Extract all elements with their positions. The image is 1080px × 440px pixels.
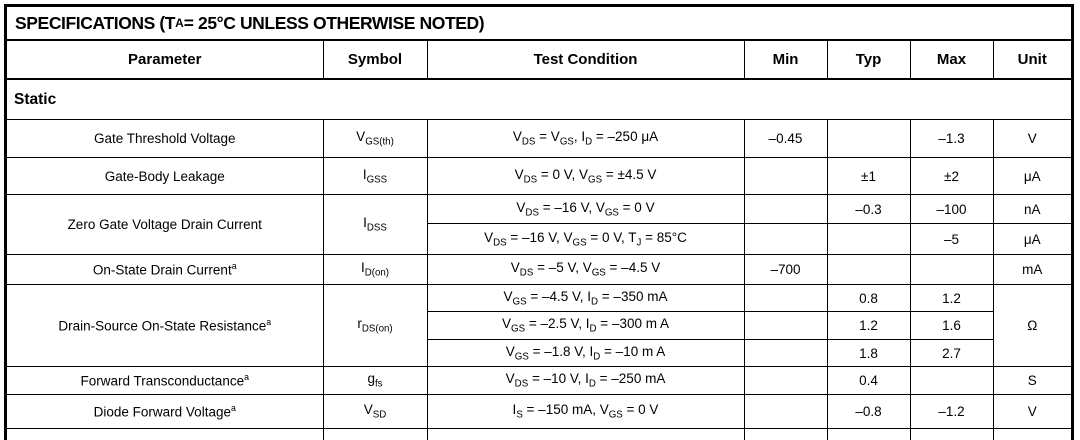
unit-cell [993,429,1071,440]
symbol-cell: $I_{DSS}$ [323,195,427,255]
column-header-row [7,41,1071,79]
typ-cell: –0.3 [827,195,910,224]
max-cell [910,429,993,440]
spec-row-forward-transconductance [7,367,1071,395]
typ-cell [827,255,910,285]
unit-cell: V [993,120,1071,158]
spec-data-table [7,41,1071,440]
unit-cell: Ω [993,285,1071,367]
unit-cell: S [993,367,1071,395]
parameter-cell: Diode Forward Voltage$^a$ [7,395,323,429]
symbol-cell: $r_{DS(on)}$ [323,285,427,367]
unit-cell: V [993,395,1071,429]
col-header-unit: Unit [993,41,1071,79]
typ-cell [827,224,910,255]
test-condition-cell: $I_S = -150$ mA, $V_{GS} = 0$ V [427,395,744,429]
unit-cell: nA [993,195,1071,224]
spec-table-title: SPECIFICATIONS (T A = 25°C UNLESS OTHERWISE NOTED) [7,7,1071,41]
typ-cell: ±1 [827,158,910,195]
symbol-cell: $V_{SD}$ [323,395,427,429]
max-cell: –5 [910,224,993,255]
test-condition-cell: $V_{GS} = -2.5$ V, $I_D = -300$ m A [427,312,744,340]
test-condition-cell: $V_{DS} = -10$ V, $I_D = -250$ mA [427,367,744,395]
typ-cell: –0.8 [827,395,910,429]
test-condition-cell [427,429,744,440]
test-condition-cell: $V_{DS} = -16$ V, $V_{GS} = 0$ V [427,195,744,224]
cropped-next-row [7,429,1071,440]
test-condition-cell: $V_{DS} = -16$ V, $V_{GS} = 0$ V, $T_J = 85^\circ C$ [427,224,744,255]
parameter-cell: Gate-Body Leakage [7,158,323,195]
unit-cell: μA [993,158,1071,195]
min-cell: –700 [744,255,827,285]
test-condition-cell: $V_{GS} = -4.5$ V, $I_D = -350$ mA [427,285,744,312]
col-header-typ: Typ [827,41,910,79]
min-cell [744,312,827,340]
max-cell: 1.6 [910,312,993,340]
test-condition-cell: $V_{GS} = -1.8$ V, $I_D = -10$ m A [427,340,744,367]
spec-row-gate-threshold-voltage [7,120,1071,158]
section-label: Static [7,79,1071,120]
min-cell [744,395,827,429]
col-header-test-condition: Test Condition [427,41,744,79]
max-cell: –1.2 [910,395,993,429]
spec-row-rds-on-4v5 [7,285,1071,312]
col-header-min: Min [744,41,827,79]
parameter-cell: Zero Gate Voltage Drain Current [7,195,323,255]
parameter-cell: Forward Transconductance$^a$ [7,367,323,395]
min-cell [744,340,827,367]
min-cell [744,285,827,312]
max-cell: ±2 [910,158,993,195]
typ-cell: 1.8 [827,340,910,367]
section-header-static [7,79,1071,120]
typ-cell: 1.2 [827,312,910,340]
symbol-cell: $I_{GSS}$ [323,158,427,195]
typ-cell: 0.4 [827,367,910,395]
typ-cell [827,429,910,440]
min-cell [744,195,827,224]
min-cell [744,367,827,395]
specifications-table [4,4,1074,440]
spec-row-on-state-drain-current [7,255,1071,285]
max-cell [910,367,993,395]
min-cell [744,158,827,195]
col-header-max: Max [910,41,993,79]
symbol-cell [323,429,427,440]
max-cell: –100 [910,195,993,224]
unit-cell: mA [993,255,1071,285]
max-cell: 1.2 [910,285,993,312]
symbol-cell: $g_{fs}$ [323,367,427,395]
test-condition-cell: $V_{DS} = 0$ V, $V_{GS} = \pm 4.5$ V [427,158,744,195]
spec-row-gate-body-leakage [7,158,1071,195]
max-cell: –1.3 [910,120,993,158]
min-cell [744,224,827,255]
max-cell: 2.7 [910,340,993,367]
parameter-cell: On-State Drain Current$^a$ [7,255,323,285]
col-header-symbol: Symbol [323,41,427,79]
col-header-parameter: Parameter [7,41,323,79]
min-cell: –0.45 [744,120,827,158]
symbol-cell: $V_{GS(th)}$ [323,120,427,158]
test-condition-cell: $V_{DS} = -5$ V, $V_{GS} = -4.5$ V [427,255,744,285]
symbol-cell: $I_{D(on)}$ [323,255,427,285]
test-condition-cell: $V_{DS} = V_{GS}$, $I_D = -250$ μA [427,120,744,158]
parameter-cell: Gate Threshold Voltage [7,120,323,158]
parameter-cell: Drain-Source On-State Resistance$^a$ [7,285,323,367]
parameter-cell [7,429,323,440]
spec-row-diode-forward-voltage [7,395,1071,429]
unit-cell: μA [993,224,1071,255]
typ-cell: 0.8 [827,285,910,312]
min-cell [744,429,827,440]
spec-row-zero-gate-voltage-drain-current [7,195,1071,224]
typ-cell [827,120,910,158]
max-cell [910,255,993,285]
